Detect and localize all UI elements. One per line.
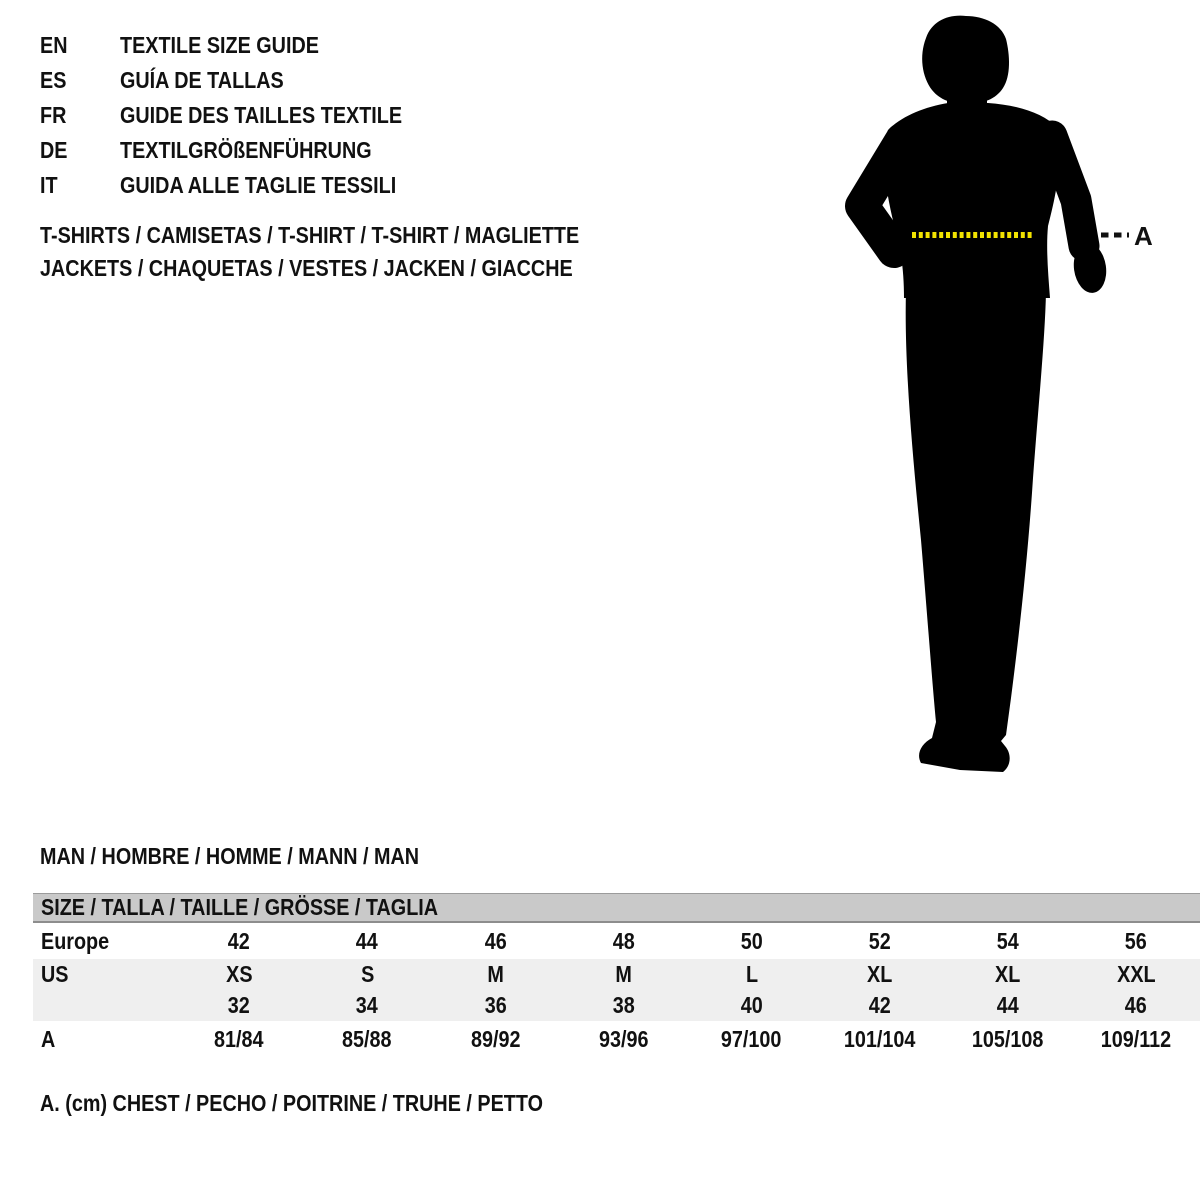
table-cell: 46 xyxy=(1124,992,1147,1018)
language-code: EN xyxy=(40,32,68,58)
table-cell: 36 xyxy=(484,992,507,1018)
table-cell: XL xyxy=(995,961,1021,987)
table-cell: 85/88 xyxy=(342,1026,392,1052)
table-row xyxy=(33,1021,1200,1058)
table-cell: 54 xyxy=(996,927,1019,954)
table-cell: 34 xyxy=(356,992,379,1018)
table-cell: 52 xyxy=(868,927,891,954)
table-cell: 50 xyxy=(740,927,763,954)
table-cell: 97/100 xyxy=(721,1026,782,1052)
table-row xyxy=(33,923,1200,959)
language-row xyxy=(40,28,448,63)
language-row xyxy=(40,133,448,168)
table-row xyxy=(33,990,1200,1021)
table-cell: S xyxy=(360,961,374,987)
table-row-label: A xyxy=(41,1026,56,1052)
table-cell: 44 xyxy=(356,927,379,954)
table-cell: XXL xyxy=(1116,961,1156,987)
category-line: JACKETS / CHAQUETAS / VESTES / JACKEN / GIACCHE xyxy=(40,255,573,281)
category-list xyxy=(40,219,667,285)
language-code: IT xyxy=(40,172,58,198)
table-cell: 48 xyxy=(612,927,635,954)
table-cell: 81/84 xyxy=(214,1026,264,1052)
language-label: TEXTILE SIZE GUIDE xyxy=(120,32,319,58)
table-cell: 32 xyxy=(228,992,251,1018)
language-label: GUIDA ALLE TAGLIE TESSILI xyxy=(120,172,397,198)
table-cell: 93/96 xyxy=(598,1026,649,1052)
size-table-body xyxy=(33,923,1200,1058)
section-title xyxy=(40,843,481,870)
measurement-footnote xyxy=(40,1090,625,1117)
table-cell: 89/92 xyxy=(470,1026,521,1052)
measure-label-a: A xyxy=(1134,221,1153,251)
language-label: GUIDE DES TAILLES TEXTILE xyxy=(120,102,403,128)
language-code: DE xyxy=(40,137,68,163)
table-cell: 105/108 xyxy=(972,1026,1044,1052)
language-code: FR xyxy=(40,102,67,128)
language-list xyxy=(40,28,448,203)
table-cell: 44 xyxy=(996,992,1019,1018)
table-cell: 101/104 xyxy=(843,1026,916,1052)
table-row-label xyxy=(33,992,175,1019)
measurement-footnote-text: A. (cm) CHEST / PECHO / POITRINE / TRUHE / PETTO xyxy=(40,1090,543,1116)
table-cell: L xyxy=(745,961,758,987)
table-cell: 109/112 xyxy=(1100,1026,1172,1052)
table-row xyxy=(33,959,1200,990)
table-cell: M xyxy=(615,961,632,987)
category-line: T-SHIRTS / CAMISETAS / T-SHIRT / T-SHIRT / MAGLIETTE xyxy=(40,222,580,248)
table-cell: XL xyxy=(867,961,893,987)
table-cell: 42 xyxy=(868,992,891,1018)
man-silhouette-figure xyxy=(820,0,1200,800)
table-cell: M xyxy=(487,961,504,987)
table-row-label: US xyxy=(41,961,69,987)
table-row-label: Europe xyxy=(41,927,110,954)
table-cell: 38 xyxy=(612,992,635,1018)
language-code: ES xyxy=(40,67,67,93)
table-cell: 42 xyxy=(228,927,251,954)
language-label: TEXTILGRÖßENFÜHRUNG xyxy=(120,137,372,163)
size-table-header xyxy=(33,893,1200,923)
size-table xyxy=(33,893,1200,1058)
table-cell: XS xyxy=(225,961,253,987)
section-title-text: MAN / HOMBRE / HOMME / MANN / MAN xyxy=(40,843,420,869)
language-label: GUÍA DE TALLAS xyxy=(120,67,284,93)
language-row xyxy=(40,63,448,98)
table-cell: 56 xyxy=(1124,927,1147,954)
man-silhouette xyxy=(862,16,1109,772)
language-row xyxy=(40,168,448,203)
table-cell: 46 xyxy=(484,927,507,954)
table-cell: 40 xyxy=(740,992,763,1018)
size-table-header-text: SIZE / TALLA / TAILLE / GRÖSSE / TAGLIA xyxy=(41,894,439,920)
language-row xyxy=(40,98,448,133)
